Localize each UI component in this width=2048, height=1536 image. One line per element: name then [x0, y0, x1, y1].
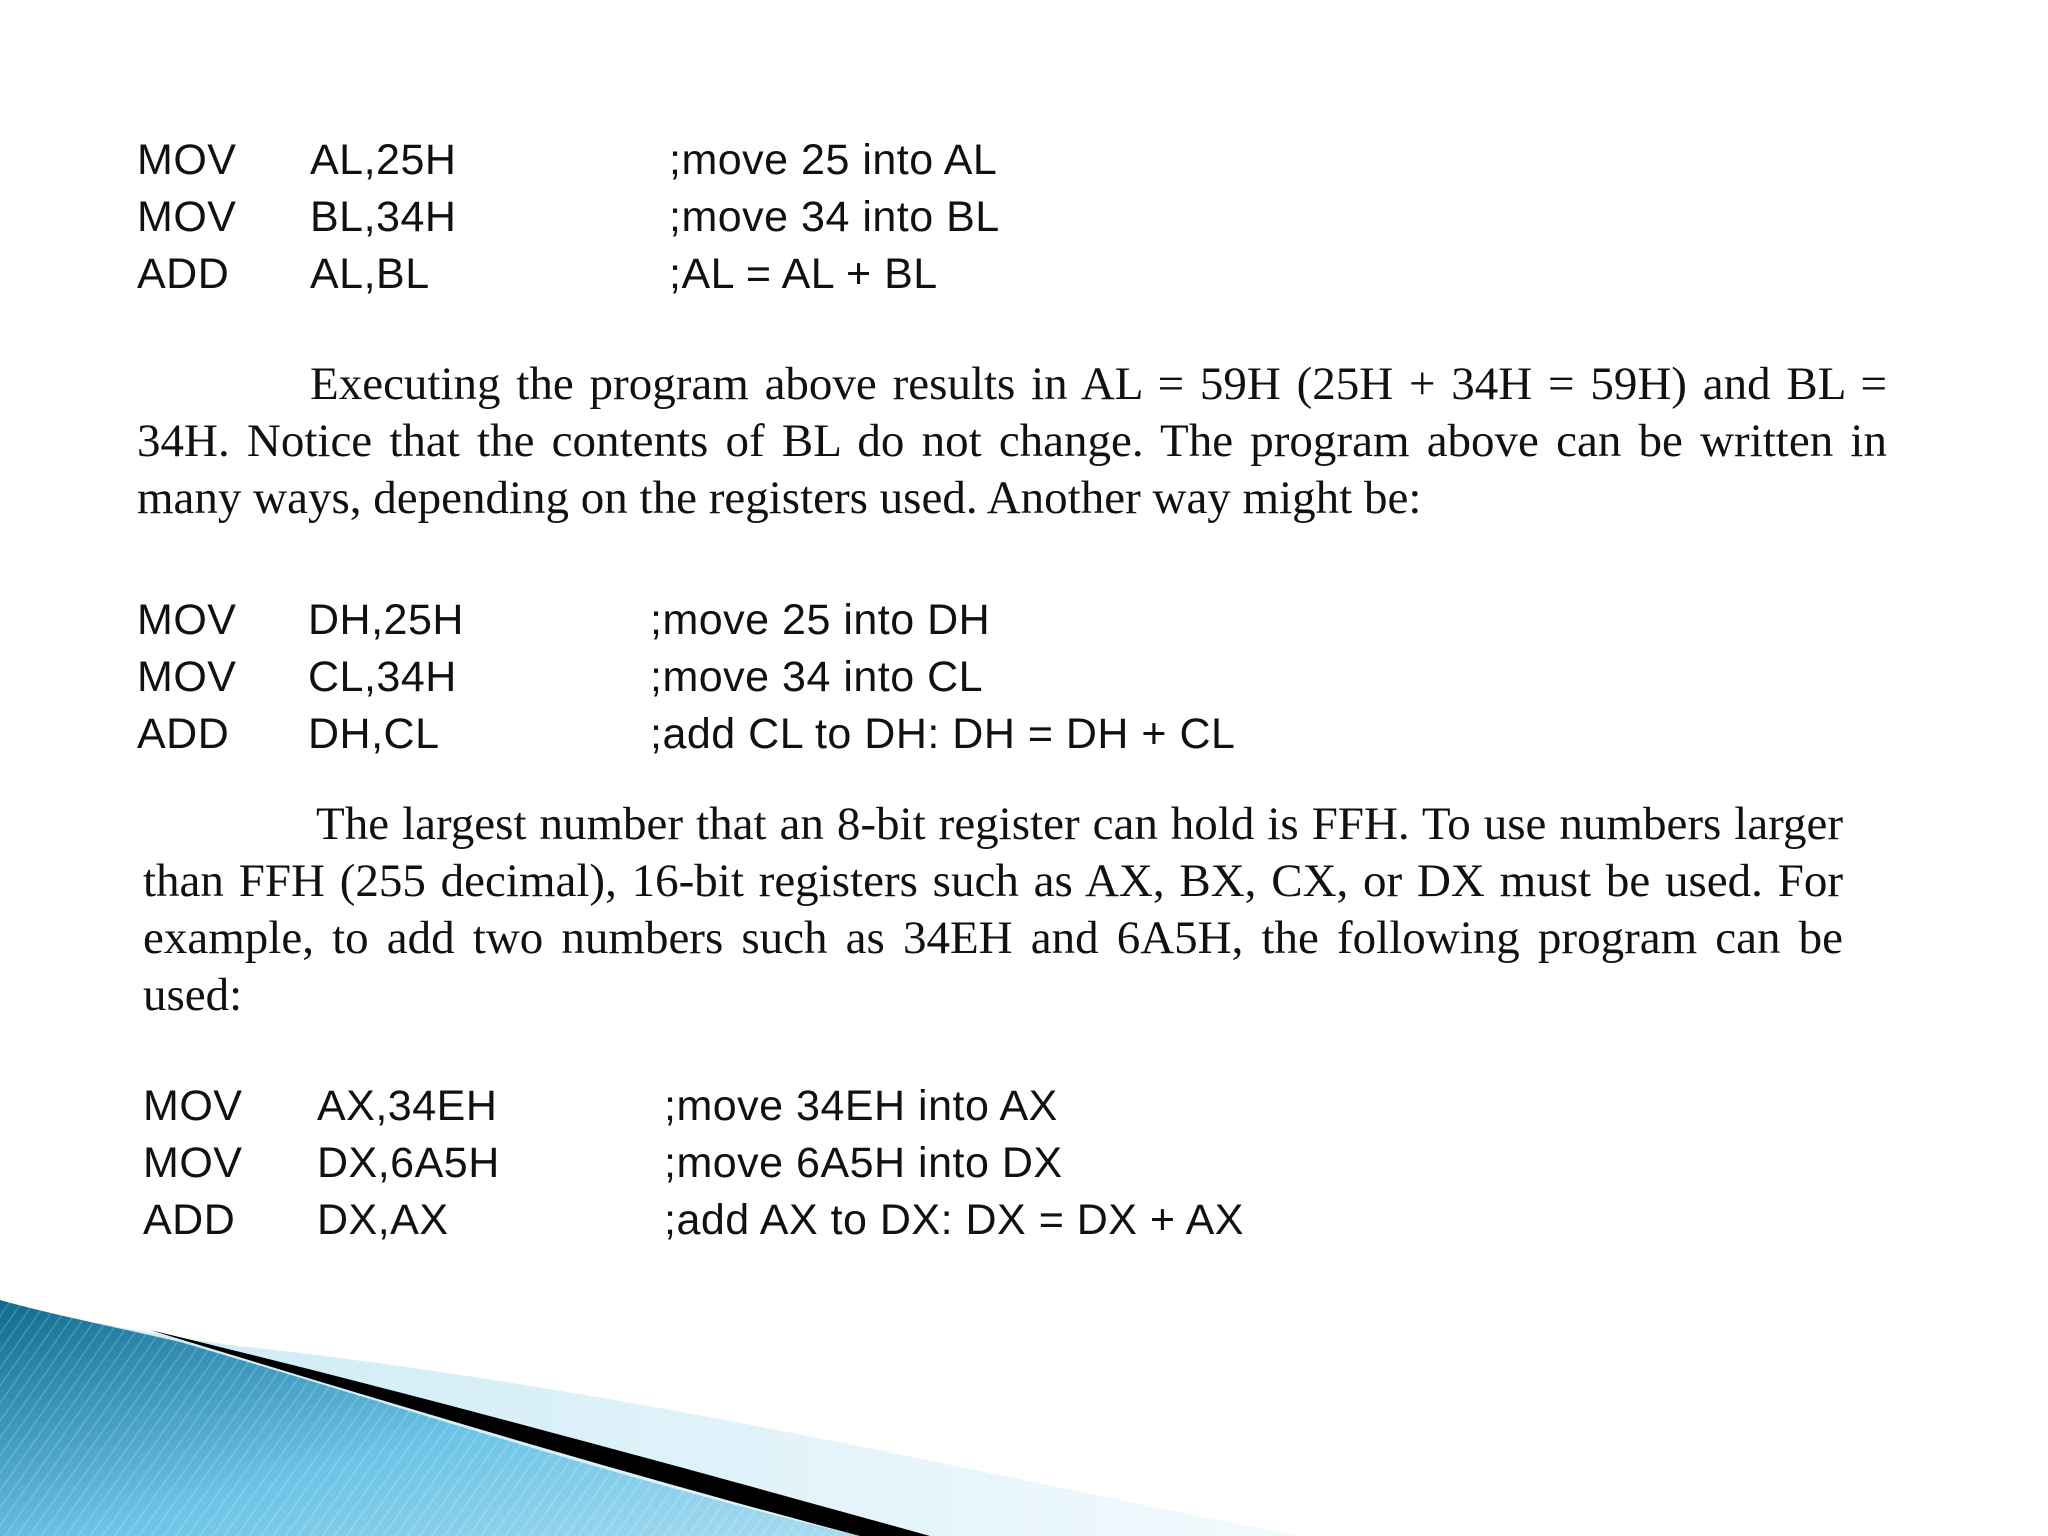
code-operands: CL,34H	[308, 653, 457, 701]
code-opcode: ADD	[137, 250, 230, 298]
paragraph-2	[143, 796, 1843, 1024]
code-operands: DH,25H	[308, 596, 464, 644]
code-comment: ;add CL to DH: DH = DH + CL	[650, 710, 1236, 758]
code-operands: AL,BL	[310, 250, 430, 298]
code-operands: AX,34EH	[317, 1082, 498, 1130]
code-opcode: MOV	[137, 193, 237, 241]
code-opcode: ADD	[143, 1196, 236, 1244]
code-operands: DX,AX	[317, 1196, 449, 1244]
code-comment: ;move 25 into AL	[669, 136, 998, 184]
code-comment: ;move 34EH into AX	[664, 1082, 1058, 1130]
code-comment: ;add AX to DX: DX = DX + AX	[664, 1196, 1244, 1244]
paragraph-2-text: The largest number that an 8-bit register can hold is FFH. To use numbers larger than FFH (255 decimal), 16-bit registers such as AX, BX, CX, or DX must be used. For example, to add two numbers such as 34EH and 6A5H, the following program can be used:	[143, 798, 1843, 1021]
code-comment: ;move 25 into DH	[650, 596, 991, 644]
code-opcode: MOV	[137, 136, 237, 184]
code-comment: ;AL = AL + BL	[669, 250, 938, 298]
paragraph-1-text: Executing the program above results in AL = 59H (25H + 34H = 59H) and BL = 34H. Notice that the contents of BL do not change. The program above can be written in many ways, depending on the registers used. Another way might be:	[137, 358, 1887, 524]
code-operands: AL,25H	[310, 136, 457, 184]
paragraph-1	[137, 356, 1887, 527]
code-comment: ;move 6A5H into DX	[664, 1139, 1063, 1187]
code-opcode: ADD	[137, 710, 230, 758]
code-comment: ;move 34 into CL	[650, 653, 984, 701]
code-operands: BL,34H	[310, 193, 457, 241]
decorative-swoosh-graphic	[0, 1280, 1300, 1536]
code-opcode: MOV	[137, 653, 237, 701]
code-operands: DX,6A5H	[317, 1139, 500, 1187]
code-opcode: MOV	[143, 1139, 243, 1187]
code-operands: DH,CL	[308, 710, 440, 758]
code-opcode: MOV	[143, 1082, 243, 1130]
code-comment: ;move 34 into BL	[669, 193, 1000, 241]
code-opcode: MOV	[137, 596, 237, 644]
